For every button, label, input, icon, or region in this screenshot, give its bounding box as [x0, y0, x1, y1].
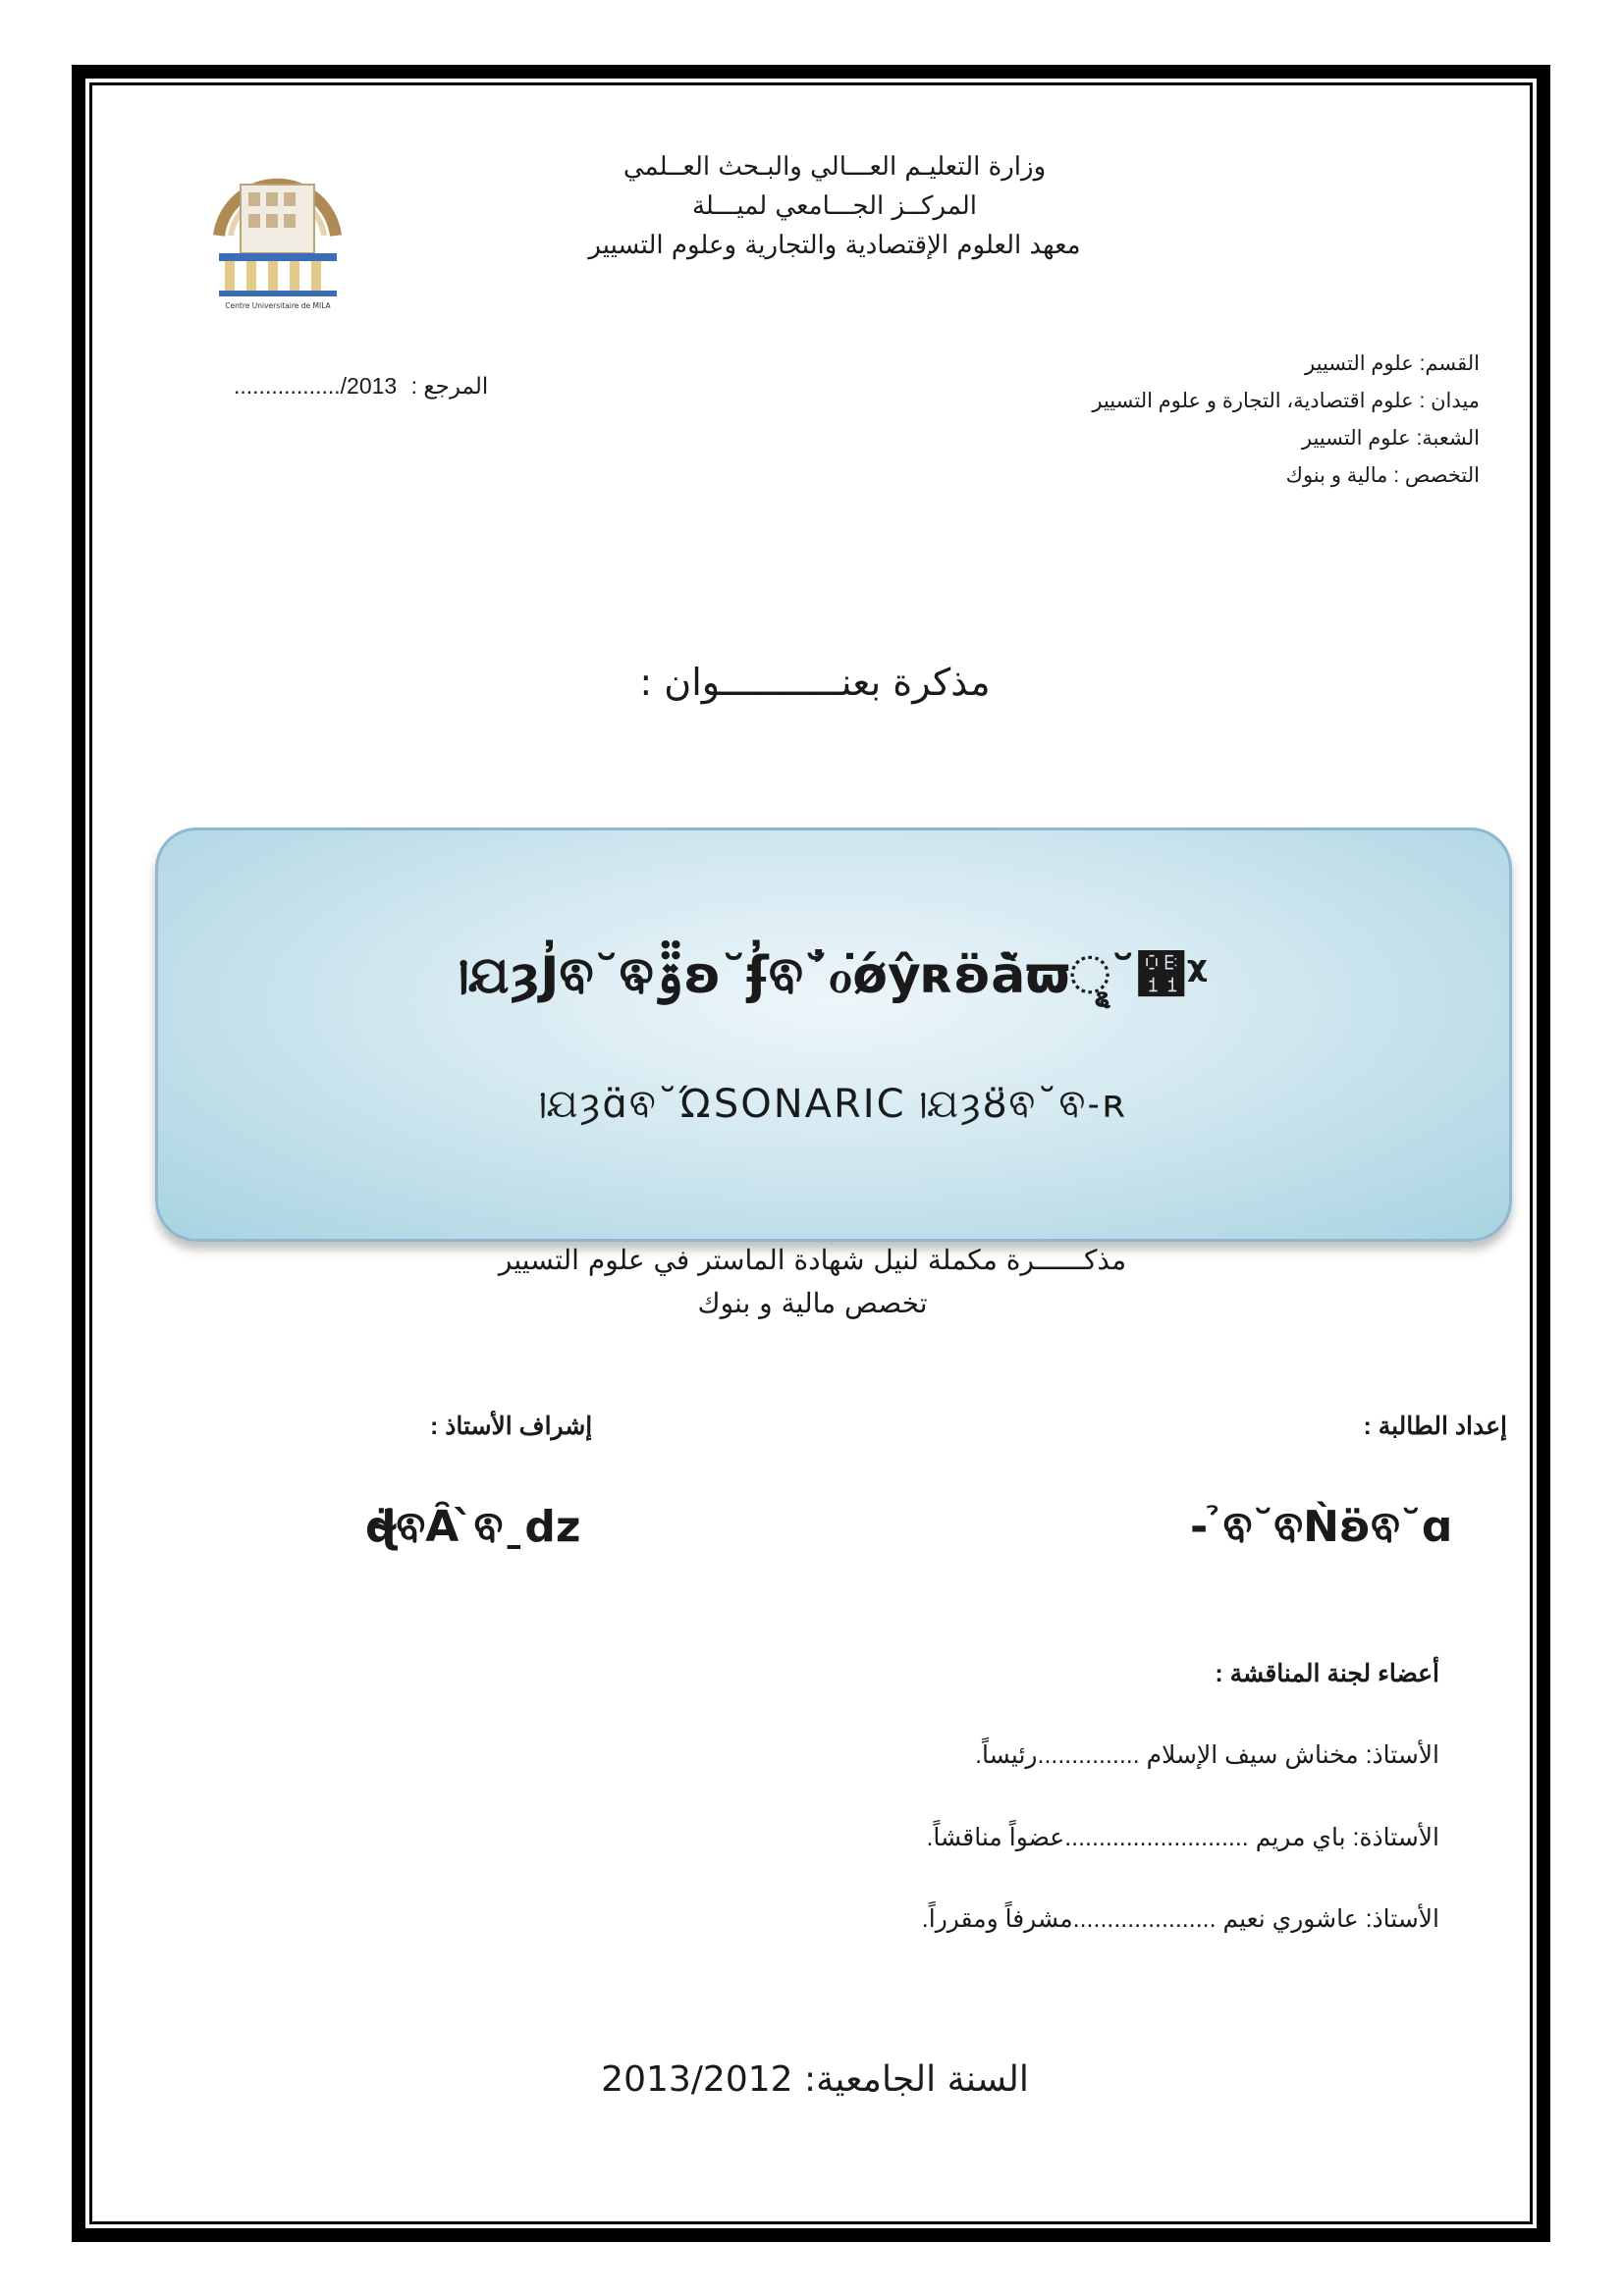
reference-line: [234, 373, 488, 400]
committee-heading: أعضاء لجنة المناقشة :: [1215, 1660, 1439, 1687]
institution-header: [530, 147, 1139, 265]
reference-label: المرجع :: [410, 373, 489, 399]
svg-text:Centre Universitaire de MILA: Centre Universitaire de MILA: [225, 301, 331, 310]
academic-year: [550, 2059, 1080, 2100]
supervisor-label: إشراف الأستاذ :: [430, 1413, 593, 1440]
student-name: - ̉ଵ˘ଵǸʚ̈ଵ˘ɑ: [1190, 1502, 1453, 1552]
department-specialty: التخصص : مالية و بنوك: [1285, 464, 1480, 487]
reference-value: ................./2013: [234, 373, 398, 399]
thesis-specialty: تخصص مالية و بنوك: [697, 1287, 928, 1319]
thesis-title-box: [155, 828, 1512, 1242]
thesis-title-line1: ࡶଯȝJ̓ଵ˘ଵ̵ۊ̈̈ʚ˘ʄ̓ଵ˘̓ℴ͘ǿŷʀʚ̈ӑ̀ϖୣ˘଑ᵡ: [460, 946, 1208, 1005]
thesis-description: [393, 1239, 1232, 1325]
thesis-title-label: مذكرة بعنـــــــــــوان :: [639, 661, 991, 704]
thesis-title-line2: ࡶଯȝɑ̈ଵ˘ΏSONARIC ࡶଯȝȣ̈ଵ˘ଵ˗ʀ: [539, 1082, 1128, 1127]
university-name: المركــز الجـــامعي لميـــلة: [691, 191, 978, 221]
department-info: [1092, 346, 1480, 495]
committee-member-supervisor: الأستاذ: عاشوري نعيم .....................مشرفاً ومقرراً.: [921, 1905, 1439, 1933]
thesis-purpose: مذكــــــرة مكملة لنيل شهادة الماستر في علوم التسيير: [498, 1244, 1127, 1276]
prepared-by-label: إعداد الطالبة :: [1363, 1413, 1507, 1440]
ministry-name: وزارة التعليـم العـــالي والبـحث العــلمي: [622, 152, 1047, 182]
supervisor-name: ɖ̴̈ଵȂ ̀ଵˍǳ: [365, 1502, 581, 1552]
academic-year-label: السنة الجامعية:: [804, 2059, 1029, 2100]
department-branch: الشعبة: علوم التسيير: [1301, 427, 1480, 450]
committee-member-chair: الأستاذ: مخناش سيف الإسلام ...............رئيساً.: [975, 1741, 1439, 1769]
department-section: القسم: علوم التسيير: [1305, 352, 1480, 375]
university-logo: [201, 157, 353, 314]
institute-name: معهد العلوم الإقتصادية والتجارية وعلوم التسيير: [588, 231, 1081, 260]
academic-year-value: 2013/2012: [601, 2059, 793, 2100]
department-field: ميدان : علوم اقتصادية، التجارة و علوم التسيير: [1092, 390, 1480, 412]
committee-member-examiner: الأستاذة: باي مريم ...........................عضواً مناقشاً.: [926, 1824, 1439, 1851]
